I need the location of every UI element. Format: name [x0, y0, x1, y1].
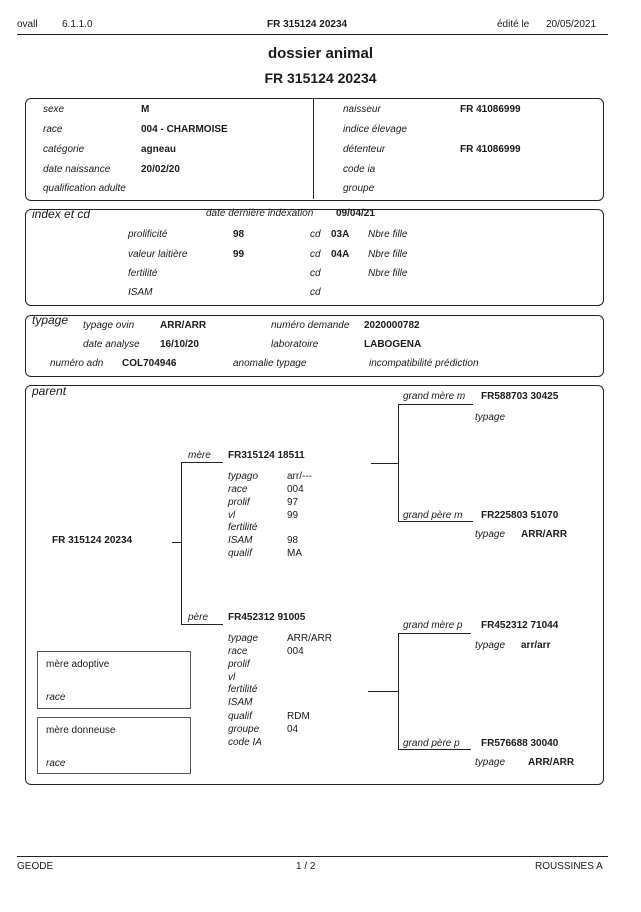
pere-fertilite-label: fertilité	[228, 684, 258, 695]
isam-label: ISAM	[128, 287, 153, 298]
naisseur-label: naisseur	[343, 104, 381, 115]
cd-label-4: cd	[310, 287, 321, 298]
detenteur-label: détenteur	[343, 144, 386, 155]
pere-label: père	[188, 612, 209, 623]
mere-adoptive-label: mère adoptive	[46, 659, 110, 670]
anomalie-label: anomalie typage	[233, 358, 307, 369]
nbre-fille-label-1: Nbre fille	[368, 229, 408, 240]
parents-bracket	[181, 462, 182, 624]
maternal-grandparents-connector	[371, 463, 398, 464]
animal-connector	[172, 542, 181, 543]
mere-typage-label: typago	[228, 471, 259, 482]
pere-race-value: 004	[287, 646, 304, 657]
typage-ovin-label: typage ovin	[83, 320, 135, 331]
pere-codeia-label: code IA	[228, 737, 262, 748]
footer-software: GEODE	[17, 861, 54, 872]
mere-isam-value: 98	[287, 535, 299, 546]
gpp-label: grand père p	[403, 738, 460, 749]
race-value: 004 - CHARMOISE	[141, 124, 228, 135]
gmp-id: FR452312 71044	[481, 620, 559, 631]
header-version: 6.1.1.0	[62, 19, 93, 30]
gmm-id: FR588703 30425	[481, 391, 559, 402]
pere-vl-label: vl	[228, 672, 236, 683]
pere-id: FR452312 91005	[228, 612, 306, 623]
pere-typage-value: ARR/ARR	[287, 633, 333, 644]
pere-race-label: race	[228, 646, 248, 657]
paternal-grandparents-bracket	[398, 633, 399, 750]
adn-value: COL704946	[122, 358, 177, 369]
laboratoire-label: laboratoire	[271, 339, 319, 350]
pere-qualif-value: RDM	[287, 711, 310, 722]
footer-site: ROUSSINES A	[535, 861, 603, 872]
date-analyse-label: date analyse	[83, 339, 140, 350]
mere-adoptive-race-label: race	[46, 692, 66, 703]
race-label: race	[43, 124, 63, 135]
cd-label-3: cd	[310, 268, 321, 279]
typage-ovin-value: ARR/ARR	[160, 320, 207, 331]
gpm-typage-value: ARR/ARR	[521, 529, 568, 540]
mother-connector	[181, 462, 223, 463]
laboratoire-value: LABOGENA	[364, 339, 422, 350]
mere-prolif-label: prolif	[228, 497, 250, 508]
page-animal-id: FR 315124 20234	[264, 70, 377, 86]
qualification-label: qualification adulte	[43, 183, 126, 194]
mere-typage-value: arr/---	[287, 471, 312, 482]
pere-qualif-label: qualif	[228, 711, 252, 722]
date-analyse-value: 16/10/20	[160, 339, 199, 350]
father-connector	[181, 624, 223, 625]
footer-page-number: 1 / 2	[296, 861, 316, 872]
cd-value-2: 04A	[331, 249, 350, 260]
indice-label: indice élevage	[343, 124, 407, 135]
gmp-label: grand mère p	[403, 620, 463, 631]
mere-race-value: 004	[287, 484, 304, 495]
mere-donneuse-label: mère donneuse	[46, 725, 116, 736]
identification-divider	[313, 99, 314, 199]
sexe-label: sexe	[43, 104, 65, 115]
nbre-fille-label-2: Nbre fille	[368, 249, 408, 260]
index-date-label: date dernière indexation	[206, 208, 314, 219]
pere-groupe-label: groupe	[228, 724, 260, 735]
adn-label: numéro adn	[50, 358, 104, 369]
cd-label-1: cd	[310, 229, 321, 240]
cd-value-1: 03A	[331, 229, 350, 240]
footer-rule	[17, 856, 608, 857]
naissance-label: date naissance	[43, 164, 111, 175]
mere-vl-label: vl	[228, 510, 236, 521]
gpp-connector	[398, 749, 471, 750]
gpp-id: FR576688 30040	[481, 738, 559, 749]
mere-isam-label: ISAM	[228, 535, 253, 546]
laitiere-label: valeur laitière	[128, 249, 188, 260]
demande-label: numéro demande	[271, 320, 350, 331]
sexe-value: M	[141, 104, 150, 115]
pere-prolif-label: prolif	[228, 659, 250, 670]
header-animal-id: FR 315124 20234	[267, 19, 348, 30]
categorie-label: catégorie	[43, 144, 85, 155]
gmp-connector	[398, 633, 471, 634]
mere-qualif-label: qualif	[228, 548, 252, 559]
categorie-value: agneau	[141, 144, 177, 155]
gpm-typage-label: typage	[475, 529, 506, 540]
prolificite-value: 98	[233, 229, 245, 240]
pere-isam-label: ISAM	[228, 697, 253, 708]
gpp-typage-label: typage	[475, 757, 506, 768]
pere-typage-label: typage	[228, 633, 259, 644]
mere-fertilite-label: fertilité	[228, 522, 258, 533]
gmp-typage-value: arr/arr	[521, 640, 551, 651]
fertilite-label: fertilité	[128, 268, 158, 279]
header-edited-label: édité le	[497, 19, 530, 30]
index-date-value: 09/04/21	[336, 208, 375, 219]
gmm-typage-label: typage	[475, 412, 506, 423]
pedigree-animal-id: FR 315124 20234	[52, 535, 133, 546]
mere-donneuse-race-label: race	[46, 758, 66, 769]
header-rule	[17, 34, 608, 35]
codeia-label: code ia	[343, 164, 376, 175]
mere-id: FR315124 18511	[228, 450, 305, 461]
page-title: dossier animal	[267, 45, 374, 62]
prolificite-label: prolificité	[128, 229, 168, 240]
mere-race-label: race	[228, 484, 248, 495]
nbre-fille-label-3: Nbre fille	[368, 268, 408, 279]
typage-section-title: typage	[32, 313, 69, 327]
maternal-grandparents-bracket	[398, 404, 399, 522]
gpm-connector	[398, 521, 473, 522]
detenteur-value: FR 41086999	[460, 144, 521, 155]
naisseur-value: FR 41086999	[460, 104, 521, 115]
mere-label: mère	[188, 450, 211, 461]
gmm-connector	[398, 404, 473, 405]
cd-label-2: cd	[310, 249, 321, 260]
mere-vl-value: 99	[287, 510, 299, 521]
incompatibilite-label: incompatibilité prédiction	[369, 358, 479, 369]
index-section-title: index et cd	[32, 207, 91, 221]
gmm-label: grand mère m	[403, 391, 466, 402]
mere-prolif-value: 97	[287, 497, 299, 508]
header-edited-date: 20/05/2021	[546, 19, 597, 30]
parent-section-title: parent	[32, 384, 67, 398]
gmp-typage-label: typage	[475, 640, 506, 651]
demande-value: 2020000782	[364, 320, 420, 331]
gpp-typage-value: ARR/ARR	[528, 757, 575, 768]
gpm-id: FR225803 51070	[481, 510, 559, 521]
pere-groupe-value: 04	[287, 724, 299, 735]
laitiere-value: 99	[233, 249, 245, 260]
naissance-value: 20/02/20	[141, 164, 180, 175]
groupe-label: groupe	[343, 183, 375, 194]
gpm-label: grand père m	[403, 510, 463, 521]
paternal-grandparents-connector	[368, 691, 398, 692]
mere-qualif-value: MA	[287, 548, 302, 559]
header-software: ovall	[17, 19, 38, 30]
